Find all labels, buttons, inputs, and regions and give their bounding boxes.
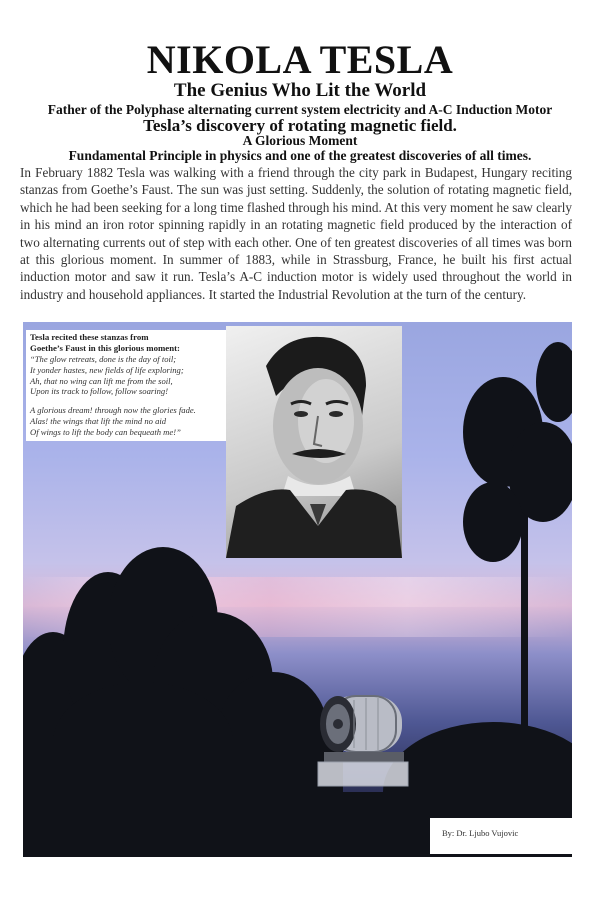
induction-motor-icon (314, 684, 410, 792)
poem-box (26, 330, 231, 441)
tesla-portrait (226, 326, 402, 558)
poem-line: Alas! the wings that lift the mind no aid (30, 415, 167, 426)
header (0, 37, 600, 164)
portrait-icon (226, 326, 402, 558)
page-title: NIKOLA TESLA (146, 37, 454, 82)
poem-line: Of wings to lift the body can bequeath me!” (30, 426, 181, 437)
headline-discovery: Tesla’s discovery of rotating magnetic field. (143, 116, 457, 135)
headline-father: Father of the Polyphase alternating current system electricity and A-C Induction Motor (47, 102, 553, 117)
headline-principle: Fundamental Principle in physics and one of the greatest discoveries of all times. (68, 148, 532, 163)
poem-line: Upon its track to follow, follow soaring! (30, 386, 169, 397)
author-credit: By: Dr. Ljubo Vujovic (442, 828, 519, 838)
poem-line: A glorious dream! through now the glories fade. (30, 405, 196, 416)
poem-line: “The glow retreats, done is the day of toil; (30, 354, 177, 364)
poem-title: Goethe’s Faust in this glorious moment: (30, 343, 180, 353)
page-subtitle: The Genius Who Lit the World (173, 80, 427, 101)
poem-line: It yonder hastes, new fields of life exploring; (30, 364, 184, 375)
body-paragraph: In February 1882 Tesla was walking with a friend through the city park in Budapest, Hungary reciting stanzas from Goethe’s Faust. The sun was just setting. Suddenly, the solution of rotating magnetic field, which he had been seeking for a long time flashed through his mind. At this very moment he saw clearly in his mind an iron rotor spinning rapidly in an rotating magnetic field produced by the interaction of two alternating currents out of step with each other. One of ten greatest discoveries of all times was born at this glorious moment. In summer of 1883, while in Strassburg, France, he built his first actual induction motor and saw it run. Tesla’s A-C induction motor is widely used throughout the world in industry and household appliances. It started the Industrial Revolution at the turn of the century. (20, 165, 572, 302)
poem-line: Ah, that no wing can lift me from the soil, (30, 375, 173, 386)
poem-title: Tesla recited these stanzas from (30, 332, 149, 342)
headline-moment: A Glorious Moment (242, 133, 358, 148)
induction-motor (314, 684, 410, 792)
credit-box (430, 818, 572, 854)
